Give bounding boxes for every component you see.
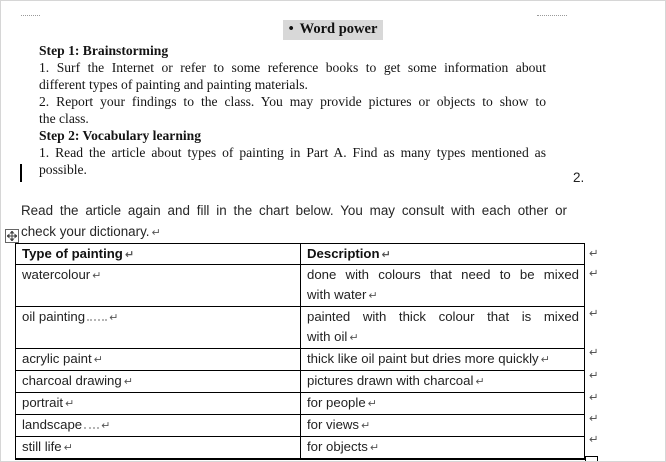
row-end-mark: ↵ [589, 306, 599, 320]
paragraph-mark: ↵ [540, 353, 550, 366]
instructions-block [39, 42, 546, 178]
row-end-mark: ↵ [589, 368, 599, 382]
move-arrows-icon [7, 231, 17, 241]
bullet-icon: • [288, 21, 294, 37]
desc-line-2 [307, 327, 579, 348]
type-cell-landscape[interactable] [16, 415, 301, 437]
table-row [16, 437, 585, 460]
title-row [1, 20, 665, 40]
type-cell-still-life[interactable] [16, 437, 301, 460]
table-resize-handle[interactable] [585, 456, 598, 462]
header-description-label: Description [307, 246, 380, 261]
type-cell-portrait[interactable] [16, 393, 301, 415]
step2-line-1[interactable]: 1. Read the article about types of painting in Part A. Find as many types mentioned as [39, 145, 546, 160]
table-row [16, 265, 585, 307]
paragraph-mark: ↵ [361, 419, 371, 432]
paragraph-mark: ↵ [65, 397, 75, 410]
painting-types-table [15, 243, 585, 460]
paragraph-mark: ↵ [368, 289, 378, 302]
table-row [16, 371, 585, 393]
desc-cell-acrylic-paint[interactable] [301, 349, 585, 371]
type-text: still life [22, 439, 62, 454]
desc-line-2-text: with water [307, 287, 367, 302]
header-cell-type[interactable] [16, 244, 301, 265]
desc-line-1: done with colours that need to be mixed [307, 267, 579, 282]
item2-line-1[interactable]: Read the article again and fill in the chart below. You may consult with each other or [21, 203, 567, 218]
paragraph-mark: ↵ [349, 331, 359, 344]
type-cell-charcoal-drawing[interactable] [16, 371, 301, 393]
type-text: oil painting [22, 309, 86, 324]
desc-line-1: painted with thick colour that is mixed [307, 309, 579, 324]
type-text: acrylic paint [22, 351, 92, 366]
item2-paragraph [21, 200, 567, 243]
desc-cell-landscape[interactable] [301, 415, 585, 437]
row-end-mark: ↵ [589, 432, 599, 446]
header-type-label: Type of painting [22, 246, 123, 261]
paragraph-mark: ↵ [93, 353, 103, 366]
table-row [16, 307, 585, 349]
table-move-handle-icon[interactable] [5, 229, 19, 243]
paragraph-mark: ↵ [381, 248, 391, 261]
table-row [16, 349, 585, 371]
paragraph-mark: ↵ [124, 248, 135, 261]
paragraph-mark: ↵ [92, 269, 102, 282]
desc-text: for views [307, 417, 360, 432]
paragraph-mark: ↵ [123, 375, 133, 388]
step1-line-1[interactable]: 1. Surf the Internet or refer to some reference books to get some information about [39, 60, 546, 75]
desc-text: pictures drawn with charcoal [307, 373, 474, 388]
table-header-row [16, 244, 585, 265]
paragraph-mark: ↵ [367, 397, 377, 410]
ruler-mark-left [21, 13, 40, 16]
desc-text: for people [307, 395, 366, 410]
item2-line-2-text: check your dictionary. [21, 224, 150, 239]
type-cell-acrylic-paint[interactable] [16, 349, 301, 371]
row-end-mark: ↵ [589, 246, 599, 260]
step1-line-2[interactable]: different types of painting and painting materials. [39, 77, 308, 92]
text-cursor [20, 164, 22, 182]
desc-cell-still-life[interactable] [301, 437, 585, 460]
ruler-mark-right [537, 13, 567, 16]
paragraph-mark: ↵ [151, 226, 161, 239]
step1-heading[interactable]: Step 1: Brainstorming [39, 43, 169, 58]
paragraph-mark: ↵ [101, 419, 111, 432]
space-marks [87, 312, 107, 321]
table-row [16, 393, 585, 415]
type-text: portrait [22, 395, 64, 410]
item2-line-2[interactable] [21, 221, 567, 243]
header-cell-description[interactable] [301, 244, 585, 265]
paragraph-mark: ↵ [475, 375, 485, 388]
paragraph-mark: ↵ [63, 441, 73, 454]
step1-line-3[interactable]: 2. Report your findings to the class. You may provide pictures or objects to show to [39, 94, 546, 109]
desc-cell-portrait[interactable] [301, 393, 585, 415]
type-text: landscape [22, 417, 83, 432]
paragraph-mark: ↵ [109, 311, 119, 324]
paragraph-mark: ↵ [369, 441, 380, 454]
section-title[interactable] [283, 20, 384, 40]
table-row [16, 415, 585, 437]
space-marks [84, 420, 99, 429]
type-text: charcoal drawing [22, 373, 122, 388]
type-cell-oil-painting[interactable] [16, 307, 301, 349]
step2-heading[interactable]: Step 2: Vocabulary learning [39, 128, 202, 143]
desc-text: for objects [307, 439, 368, 454]
step1-line-4[interactable]: the class. [39, 111, 89, 126]
item2-number[interactable]: 2. [573, 170, 585, 185]
row-end-mark: ↵ [589, 345, 599, 359]
desc-line-2-text: with oil [307, 329, 348, 344]
desc-text: thick like oil paint but dries more quickly [307, 351, 539, 366]
row-end-mark: ↵ [589, 411, 599, 425]
section-title-text: Word power [299, 21, 378, 37]
type-text: watercolour [22, 267, 91, 282]
desc-cell-watercolour[interactable] [301, 265, 585, 307]
desc-cell-oil-painting[interactable] [301, 307, 585, 349]
desc-line-2 [307, 285, 579, 306]
desc-cell-charcoal-drawing[interactable] [301, 371, 585, 393]
row-end-mark: ↵ [589, 266, 599, 280]
row-end-mark: ↵ [589, 390, 599, 404]
type-cell-watercolour[interactable] [16, 265, 301, 307]
step2-line-2[interactable]: possible. [39, 162, 87, 177]
